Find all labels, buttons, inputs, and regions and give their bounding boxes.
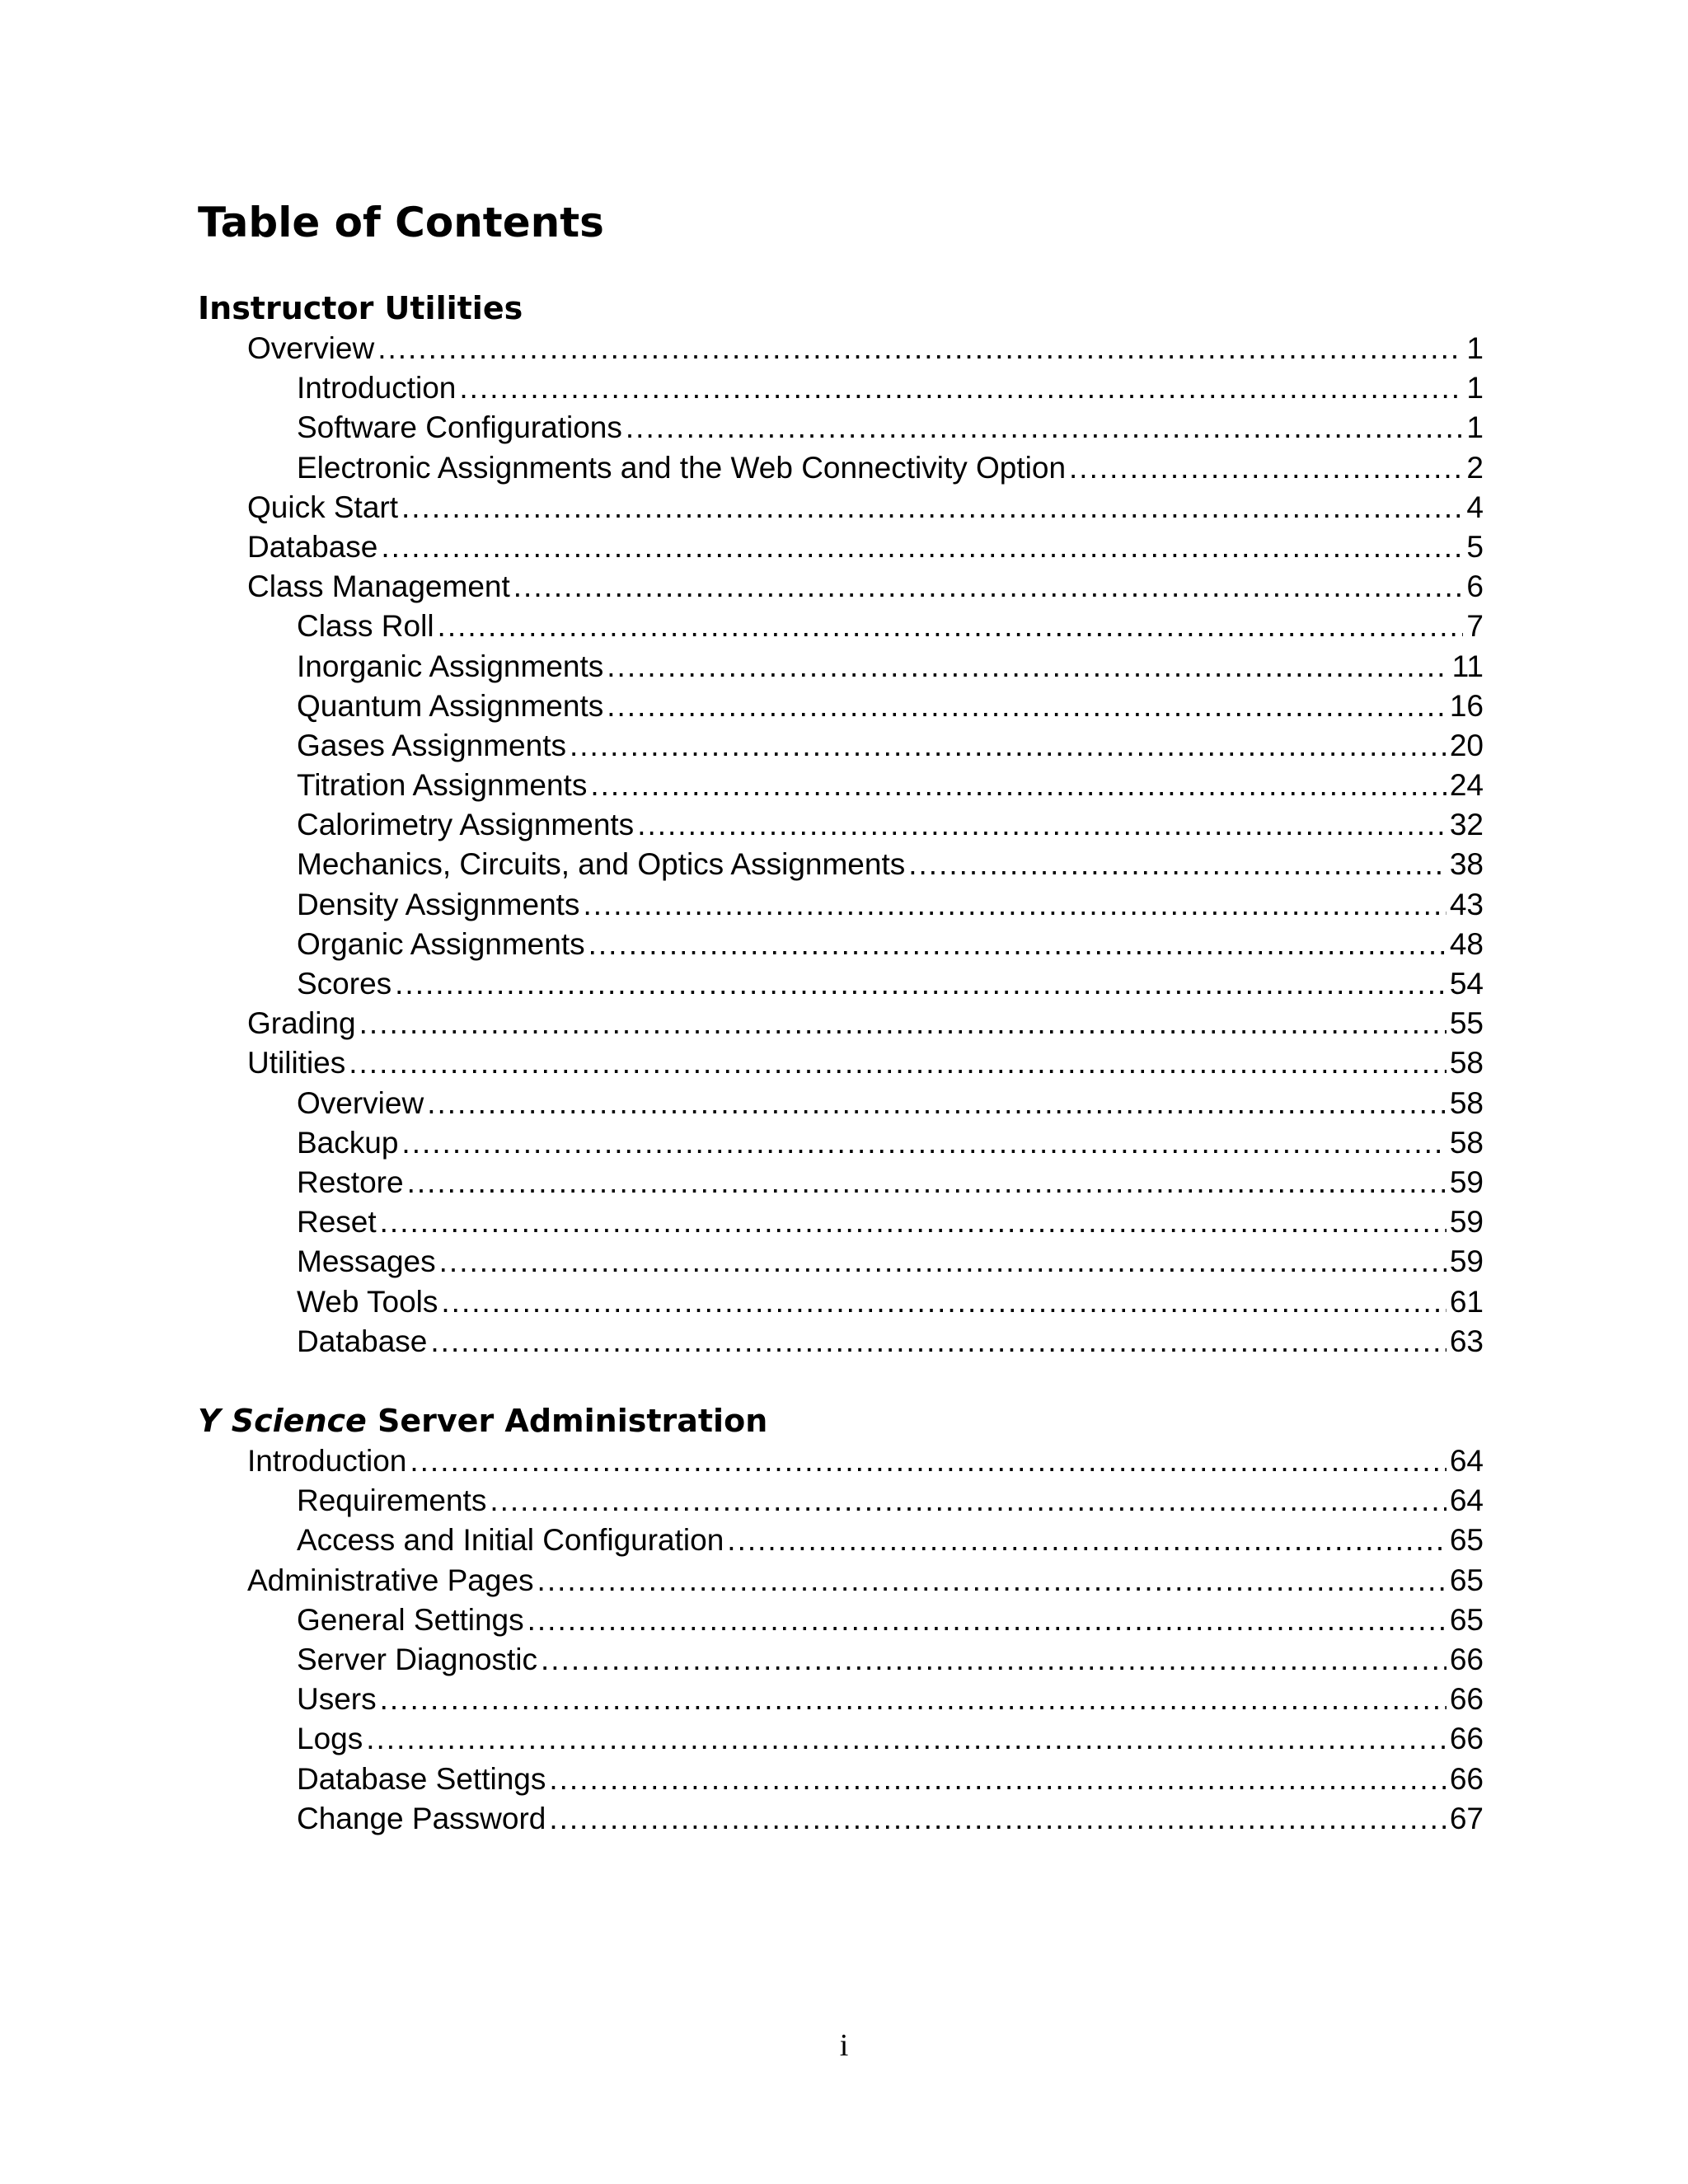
toc-entry-page-number: 58 (1449, 1085, 1484, 1120)
toc-entry (198, 329, 1484, 368)
toc-entry-page-number: 1 (1466, 410, 1484, 445)
toc-entry-label: Access and Initial Configuration (297, 1523, 724, 1558)
toc-entry-page-number: 11 (1451, 649, 1484, 683)
toc-entry (198, 1719, 1484, 1759)
toc-entry (198, 567, 1484, 607)
toc-entry-page-number: 5 (1466, 529, 1484, 564)
toc-entry (198, 687, 1484, 726)
toc-entry-label: Reset (297, 1205, 377, 1240)
toc-entry (198, 647, 1484, 687)
toc-entry-label: Software Configurations (297, 410, 622, 445)
dot-leader (349, 1043, 1447, 1083)
dot-leader (395, 964, 1447, 1004)
toc-entry-page-number: 4 (1466, 490, 1484, 524)
dot-leader (528, 1601, 1447, 1640)
toc-entry-page-number: 43 (1449, 887, 1484, 921)
toc-entry-page-number: 1 (1466, 371, 1484, 405)
toc-entry (198, 1242, 1484, 1282)
dot-leader (549, 1799, 1447, 1839)
dot-leader (439, 1242, 1447, 1282)
section-heading-server-administration (198, 1401, 767, 1441)
section-heading-italic: Y Science (198, 1403, 367, 1439)
dot-leader (459, 368, 1463, 408)
toc-entry (198, 448, 1484, 488)
toc-entry (198, 845, 1484, 884)
toc-entry-page-number: 1 (1466, 331, 1484, 365)
toc-entry-page-number: 65 (1449, 1523, 1484, 1558)
toc-entry-label: Change Password (297, 1801, 546, 1835)
toc-entry (198, 1561, 1484, 1601)
dot-leader (410, 1441, 1446, 1481)
dot-leader (407, 1163, 1447, 1202)
toc-entry-label: Messages (297, 1244, 436, 1279)
toc-entry-label: Mechanics, Circuits, and Optics Assignments (297, 847, 906, 882)
toc-entry-label: Utilities (247, 1046, 346, 1080)
section-heading-text: Instructor Utilities (198, 290, 523, 326)
toc-entry-label: Requirements (297, 1483, 487, 1518)
toc-entry (198, 1521, 1484, 1560)
toc-entry (198, 1123, 1484, 1163)
dot-leader (401, 1123, 1446, 1163)
toc-entry-label: Server Diagnostic (297, 1642, 538, 1676)
toc-entry-label: Backup (297, 1125, 399, 1160)
toc-entry-label: Titration Assignments (297, 768, 588, 803)
toc-entry-label: Organic Assignments (297, 926, 585, 961)
toc-entry (198, 1004, 1484, 1043)
toc-entry-label: Inorganic Assignments (297, 649, 604, 683)
toc-entry-page-number: 38 (1449, 847, 1484, 882)
toc-entry-label: Users (297, 1682, 377, 1717)
dot-leader (441, 1282, 1446, 1322)
toc-entry (198, 408, 1484, 448)
dot-leader (590, 766, 1447, 805)
dot-leader (607, 687, 1447, 726)
toc-entry-label: Database (247, 529, 378, 564)
dot-leader (537, 1561, 1447, 1601)
toc-entry (198, 964, 1484, 1004)
toc-entry-page-number: 6 (1466, 569, 1484, 604)
toc-entry (198, 726, 1484, 766)
toc-entry-page-number: 32 (1449, 808, 1484, 842)
toc-entry (198, 1043, 1484, 1083)
toc-entry-page-number: 66 (1449, 1642, 1484, 1676)
toc-entry (198, 1322, 1484, 1361)
dot-leader (588, 925, 1447, 964)
toc-entry (198, 1799, 1484, 1839)
toc-entry-page-number: 48 (1449, 926, 1484, 961)
toc-entry-label: Grading (247, 1006, 356, 1041)
toc-entry-page-number: 7 (1466, 609, 1484, 644)
dot-leader (359, 1004, 1447, 1043)
toc-entry-page-number: 55 (1449, 1006, 1484, 1041)
toc-list-server-administration (198, 1441, 1484, 1839)
dot-leader (430, 1322, 1446, 1361)
dot-leader (1069, 448, 1463, 488)
toc-entry-page-number: 59 (1449, 1244, 1484, 1279)
dot-leader (908, 845, 1447, 884)
toc-entry-label: Quick Start (247, 490, 398, 524)
toc-entry-label: Calorimetry Assignments (297, 808, 635, 842)
toc-entry-label: Class Roll (297, 609, 434, 644)
dot-leader (366, 1719, 1447, 1759)
toc-entry (198, 368, 1484, 408)
dot-leader (380, 1202, 1447, 1242)
toc-entry-label: Gases Assignments (297, 728, 566, 762)
section-heading-instructor-utilities (198, 288, 523, 328)
dot-leader (427, 1084, 1447, 1123)
toc-entry-label: Database (297, 1324, 428, 1358)
toc-entry-label: Electronic Assignments and the Web Connectivity Option (297, 450, 1067, 485)
toc-entry-label: Quantum Assignments (297, 688, 604, 723)
toc-entry (198, 1282, 1484, 1322)
dot-leader (381, 527, 1463, 567)
dot-leader (549, 1760, 1446, 1799)
toc-entry-page-number: 67 (1449, 1801, 1484, 1835)
toc-entry-label: Introduction (247, 1444, 407, 1478)
toc-entry (198, 885, 1484, 925)
toc-entry (198, 1601, 1484, 1640)
toc-entry-page-number: 58 (1449, 1046, 1484, 1080)
toc-entry-label: Database Settings (297, 1761, 546, 1796)
toc-entry (198, 527, 1484, 567)
toc-entry-page-number: 16 (1449, 688, 1484, 723)
toc-entry-label: Administrative Pages (247, 1563, 534, 1597)
dot-leader (727, 1521, 1447, 1560)
section-heading-text: Server Administration (366, 1403, 768, 1439)
toc-entry-label: Overview (297, 1085, 424, 1120)
toc-entry (198, 1084, 1484, 1123)
toc-entry-label: Overview (247, 331, 375, 365)
toc-entry (198, 1163, 1484, 1202)
dot-leader (438, 607, 1464, 646)
dot-leader (513, 567, 1464, 607)
toc-entry-label: Density Assignments (297, 887, 580, 921)
dot-leader (570, 726, 1447, 766)
page-number: i (839, 2028, 849, 2063)
toc-entry (198, 925, 1484, 964)
toc-entry (198, 805, 1484, 845)
dot-leader (377, 329, 1463, 368)
toc-entry-label: Scores (297, 967, 392, 1001)
toc-entry-page-number: 65 (1449, 1602, 1484, 1637)
toc-entry-page-number: 59 (1449, 1205, 1484, 1240)
toc-entry (198, 1441, 1484, 1481)
toc-entry (198, 1760, 1484, 1799)
toc-entry-page-number: 54 (1449, 967, 1484, 1001)
toc-entry-page-number: 24 (1449, 768, 1484, 803)
toc-entry (198, 1640, 1484, 1680)
toc-entry-page-number: 64 (1449, 1483, 1484, 1518)
toc-entry-page-number: 58 (1449, 1125, 1484, 1160)
toc-entry (198, 766, 1484, 805)
toc-entry (198, 1680, 1484, 1719)
toc-entry (198, 607, 1484, 646)
dot-leader (607, 647, 1448, 687)
toc-entry (198, 1202, 1484, 1242)
toc-list-instructor-utilities (198, 329, 1484, 1361)
toc-entry (198, 1481, 1484, 1521)
toc-entry-label: Logs (297, 1722, 363, 1756)
toc-entry-page-number: 2 (1466, 450, 1484, 485)
dot-leader (380, 1680, 1447, 1719)
dot-leader (626, 408, 1464, 448)
dot-leader (490, 1481, 1447, 1521)
dot-leader (401, 488, 1463, 527)
toc-entry-label: Class Management (247, 569, 510, 604)
toc-entry-label: Restore (297, 1165, 404, 1199)
toc-entry-page-number: 63 (1449, 1324, 1484, 1358)
toc-entry-page-number: 66 (1449, 1722, 1484, 1756)
toc-entry-page-number: 20 (1449, 728, 1484, 762)
toc-entry-page-number: 65 (1449, 1563, 1484, 1597)
dot-leader (541, 1640, 1447, 1680)
dot-leader (637, 805, 1447, 845)
toc-entry-page-number: 61 (1449, 1284, 1484, 1319)
toc-entry (198, 488, 1484, 527)
toc-entry-page-number: 66 (1449, 1761, 1484, 1796)
page-title: Table of Contents (198, 199, 604, 246)
toc-entry-page-number: 59 (1449, 1165, 1484, 1199)
toc-entry-page-number: 66 (1449, 1682, 1484, 1717)
toc-entry-label: General Settings (297, 1602, 524, 1637)
toc-entry-label: Web Tools (297, 1284, 438, 1319)
dot-leader (583, 885, 1446, 925)
toc-entry-label: Introduction (297, 371, 457, 405)
toc-entry-page-number: 64 (1449, 1444, 1484, 1478)
